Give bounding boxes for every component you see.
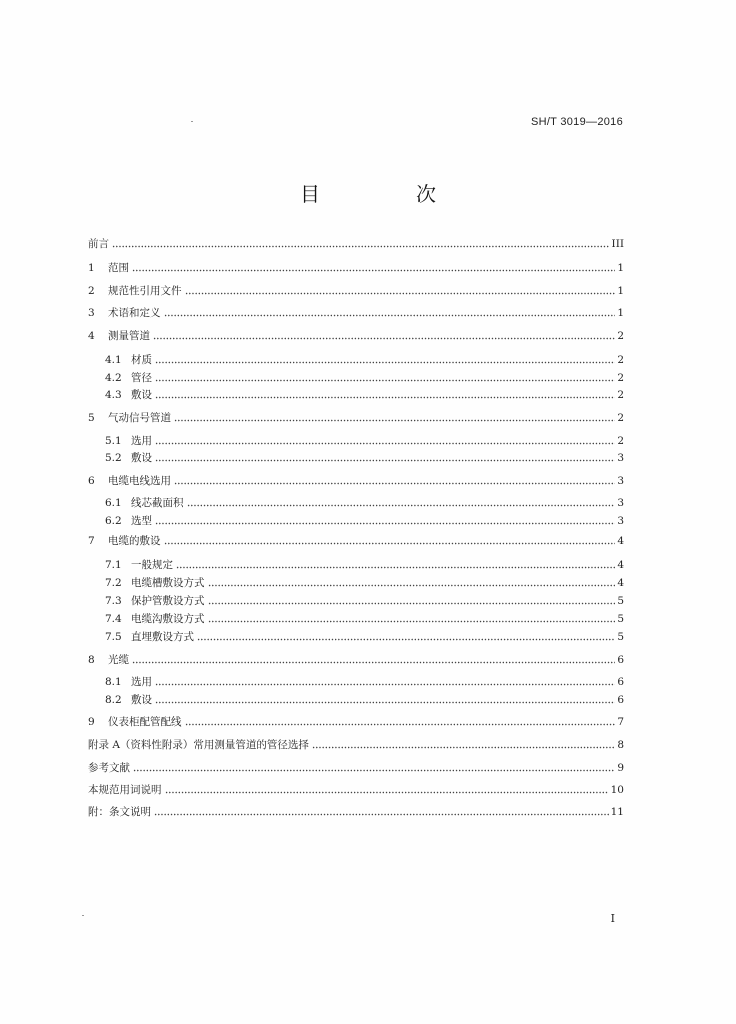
dot-leader [187,504,616,507]
toc-entry[interactable] [88,760,624,776]
toc-entry-number: 7.2 [105,577,122,589]
toc-entry[interactable] [88,283,624,299]
toc-entry-page: 1 [617,262,624,274]
toc-entry[interactable] [105,692,624,708]
toc-entry-number: 9 [88,716,95,728]
toc-entry[interactable] [105,433,624,449]
toc-entry-label: 保护管敷设方式 [131,595,205,607]
dot-leader [312,746,615,749]
dot-leader [154,813,609,816]
dot-leader [174,482,615,485]
dot-leader [132,269,615,272]
dot-leader [112,245,610,248]
toc-entry-label: 敷设 [131,452,152,464]
dot-leader [155,701,615,704]
toc-entry[interactable] [88,737,624,753]
toc-entry-page: 3 [617,497,624,509]
dot-leader [185,723,616,726]
toc-entry-page: 3 [617,452,624,464]
toc-entry-number: 8.1 [105,676,122,688]
toc-entry-page: 5 [617,613,624,625]
toc-entry-page: 1 [617,285,624,297]
toc-entry[interactable] [105,674,624,690]
dot-leader [155,361,615,364]
toc-entry-label: 附：条文说明 [88,806,151,818]
toc-entry-label: 管径 [131,372,152,384]
toc-entry-label: 选型 [131,515,152,527]
toc-entry[interactable] [105,450,624,466]
toc-entry-page: 8 [617,739,624,751]
dot-leader [185,292,616,295]
toc-entry-page: 5 [617,595,624,607]
toc-entry-label: 一般规定 [131,559,173,571]
toc-entry-number: 4.2 [105,372,122,384]
toc-entry[interactable] [105,611,624,627]
toc-entry[interactable] [88,328,624,344]
toc-entry-label: 电缆槽敷设方式 [131,577,205,589]
toc-entry-number: 7.1 [105,559,122,571]
toc-entry-label: 规范性引用文件 [108,285,182,297]
toc-entry-page: 6 [617,694,624,706]
toc-entry[interactable] [88,473,624,489]
page-number: I [610,912,615,925]
toc-entry-page: 7 [617,716,624,728]
toc-entry-page: 2 [617,354,624,366]
dot-leader [155,442,615,445]
toc-entry-label: 直埋敷设方式 [131,631,194,643]
dot-leader [155,379,615,382]
toc-entry-page: 5 [617,631,624,643]
toc-entry-number: 7.3 [105,595,122,607]
toc-entry-number: 7.5 [105,631,122,643]
toc-entry[interactable] [88,305,624,321]
toc-entry-label: 附录 A（资料性附录）常用测量管道的管径选择 [88,739,309,751]
toc-entry-number: 8.2 [105,694,122,706]
toc-entry-label: 电缆的敷设 [108,535,161,547]
toc-entry-label: 本规范用词说明 [88,784,162,796]
toc-entry-number: 3 [88,307,95,319]
toc-entry-page: 10 [610,784,624,796]
toc-entry-label: 光缆 [108,654,129,666]
toc-entry-number: 6.2 [105,515,122,527]
dot-leader [174,419,615,422]
dot-leader [164,542,616,545]
dot-leader [164,314,616,317]
toc-entry-number: 4.1 [105,354,122,366]
toc-entry[interactable] [88,533,624,549]
toc-entry-page: 2 [617,412,624,424]
toc-entry[interactable] [88,410,624,426]
toc-entry[interactable] [88,236,624,252]
toc-entry-number: 5.2 [105,452,122,464]
toc-entry-label: 电缆电线选用 [108,475,171,487]
dot-leader [208,602,616,605]
dot-leader [208,620,616,623]
toc-entry-label: 材质 [131,354,152,366]
toc-entry-page: 9 [617,762,624,774]
toc-entry-label: 选用 [131,435,152,447]
toc-entry[interactable] [88,652,624,668]
toc-entry-label: 敷设 [131,694,152,706]
dot-leader [197,638,615,641]
toc-entry-label: 敷设 [131,389,152,401]
toc-entry-page: 11 [610,806,624,818]
toc-entry-label: 参考文献 [88,762,130,774]
toc-entry[interactable] [88,714,624,730]
toc-entry-number: 4 [88,330,95,342]
toc-entry-page: 2 [617,389,624,401]
toc-entry[interactable] [105,575,624,591]
toc-entry-page: III [611,238,624,250]
toc-entry-number: 5.1 [105,435,122,447]
toc-entry[interactable] [88,804,624,820]
document-code: SH/T 3019—2016 [530,116,623,128]
toc-entry-number: 2 [88,285,95,297]
toc-entry-page: 4 [617,577,624,589]
toc-entry[interactable] [105,387,624,403]
toc-entry-label: 线芯截面积 [131,497,184,509]
toc-entry[interactable] [105,370,624,386]
scan-speck [82,915,84,916]
toc-entry-page: 4 [617,559,624,571]
toc-entry-number: 8 [88,654,95,666]
dot-leader [208,584,616,587]
toc-entry-number: 1 [88,262,95,274]
toc-entry-label: 气动信号管道 [108,412,171,424]
toc-entry-label: 测量管道 [108,330,150,342]
toc-entry-page: 3 [617,475,624,487]
toc-entry[interactable] [105,352,624,368]
toc-entry-label: 选用 [131,676,152,688]
toc-entry-page: 1 [617,307,624,319]
page-title: 目 次 [300,182,474,206]
toc-entry-label: 前言 [88,238,109,250]
toc-entry-number: 6 [88,475,95,487]
toc-entry-number: 6.1 [105,497,122,509]
toc-entry[interactable] [88,260,624,276]
toc-entry[interactable] [105,557,624,573]
dot-leader [132,661,615,664]
scan-speck [191,121,193,122]
toc-entry-number: 4.3 [105,389,122,401]
dot-leader [155,683,615,686]
toc-entry-page: 2 [617,435,624,447]
toc-entry-label: 术语和定义 [108,307,161,319]
toc-entry-page: 6 [617,676,624,688]
toc-entry-label: 电缆沟敷设方式 [131,613,205,625]
dot-leader [176,566,615,569]
toc-entry-number: 7.4 [105,613,122,625]
toc-entry-page: 4 [617,535,624,547]
dot-leader [133,769,615,772]
toc-entry[interactable] [105,593,624,609]
toc-entry-number: 5 [88,412,95,424]
toc-entry-number: 7 [88,535,95,547]
toc-entry[interactable] [105,495,624,511]
toc-entry-page: 2 [617,330,624,342]
dot-leader [155,396,615,399]
dot-leader [155,459,615,462]
toc-entry[interactable] [105,513,624,529]
dot-leader [155,522,615,525]
toc-entry-label: 范围 [108,262,129,274]
toc-entry[interactable] [88,782,624,798]
toc-entry-page: 6 [617,654,624,666]
dot-leader [153,337,615,340]
toc-entry-page: 2 [617,372,624,384]
toc-entry-label: 仪表柜配管配线 [108,716,182,728]
dot-leader [165,791,609,794]
toc-entry-page: 3 [617,515,624,527]
toc-entry[interactable] [105,629,624,645]
